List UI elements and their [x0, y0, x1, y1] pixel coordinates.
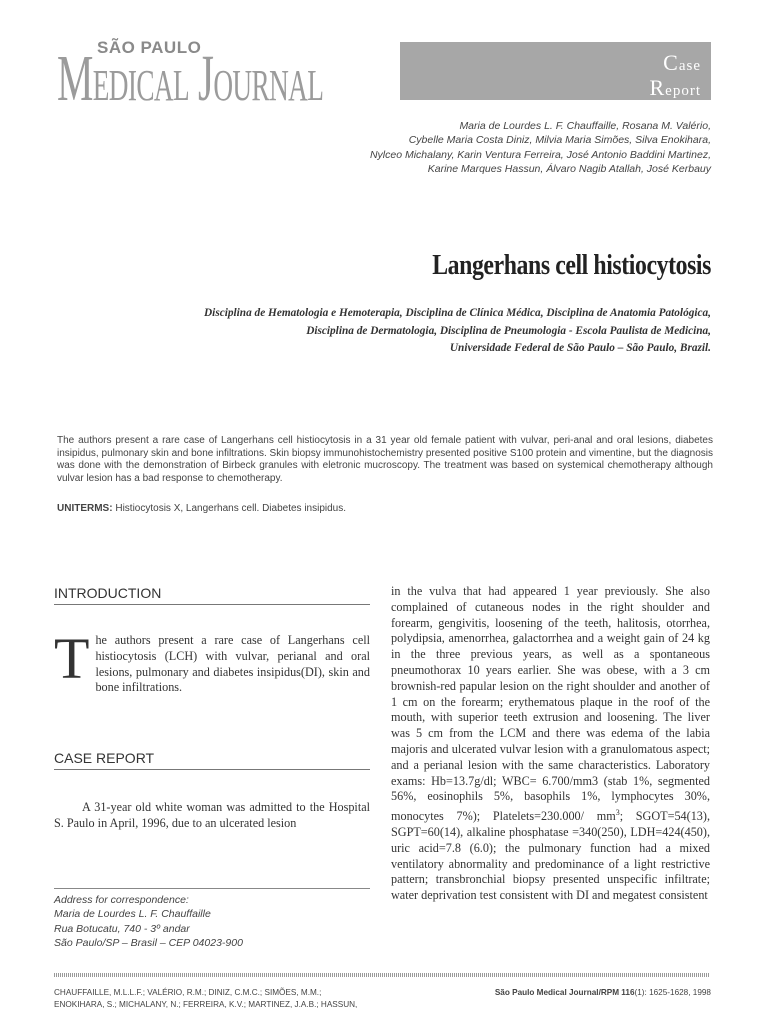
journal-title-m: M — [57, 42, 93, 115]
uniterms — [57, 503, 713, 514]
introduction-body — [54, 626, 370, 696]
author-line: Maria de Lourdes L. F. Chauffaille, Rosana M. Valério, — [459, 120, 711, 132]
footer-citation — [54, 987, 424, 1010]
journal-title-j: J — [198, 42, 214, 115]
author-line: Karine Marques Hassun, Álvaro Nagib Atallah, José Kerbauy — [427, 162, 711, 175]
introduction-text: he authors present a rare case of Langerhans cell histiocytosis (LCH) with vulvar, perianal and oral lesions, pulmonary and diabetes insipidus(DI), skin and bone infiltrations. — [95, 633, 370, 695]
case-report-continued — [391, 584, 710, 904]
affiliation-line: Disciplina de Dermatologia, Disciplina de Pneumologia - Escola Paulista de Medicina, — [306, 324, 711, 337]
author-line: Cybelle Maria Costa Diniz, Milvia Maria Simões, Silva Enokihara, — [408, 134, 711, 147]
footer-citation-line: CHAUFFAILLE, M.L.L.F.; VALÉRIO, R.M.; DINIZ, C.M.C.; SIMÕES, M.M.; — [54, 988, 322, 997]
affiliation-line: Universidade Federal de São Paulo – São Paulo, Brazil. — [449, 342, 711, 354]
abstract: The authors present a rare case of Langerhans cell histiocytosis in a 31 year old female patient with vulvar, peri-anal and oral lesions, diabetes insipidus, pulmonary skin and bone infiltrations. Skin biopsy immunohistochemistry presented positive S100 protein and vimentine, but the diagnosis was done with the demonstration of Birbeck granules with eletronic mucroscopy. The treatment was based on systemical chemotherapy although vulvar lesion has a bad response to chemotherapy. — [57, 435, 713, 484]
journal-city: SÃO PAULO — [97, 38, 202, 57]
author-line: Nylceo Michalany, Karin Ventura Ferreira, José Antonio Baddini Martinez, — [369, 148, 711, 161]
superscript: 3 — [615, 808, 620, 818]
footer-journal-pages: (1): 1625-1628, 1998 — [634, 988, 711, 997]
case-report-heading: CASE REPORT — [54, 750, 370, 770]
footer-journal-name: São Paulo Medical Journal/RPM 116 — [494, 988, 635, 997]
journal-title-edical: EDICAL — [92, 61, 190, 110]
correspondence-line: São Paulo/SP – Brasil – CEP 04023-900 — [54, 937, 243, 950]
case-text-part-b: ; SGOT=54(13), SGPT=60(14), alkaline phosphatase =340(250), LDH=424(450), uric acid=7.8 (6.0); the pulmonary function had a mixed ventilatory abnormality and predominance of a light restrictive pattern; transbronchial biopsy presented unspecific infiltrate; water deprivation test consistent with DI and megatest consistent — [391, 809, 710, 903]
case-text-part-a: in the vulva that had appeared 1 year previously. She also complained of cutaneous nodes in the right shoulder and forearm, gengivitis, loosening of the teeth, halitosis, otorrhea, polydipsia, amenorrhea, galactorrhea and a weight gain of 24 kg in the three previous years, as well as a spontaneous pneumothorax 10 years earlier. She was obese, with a 3 cm brownish-red papular lesion on the right shoulder and another of 1 cm on the forearm; erythematous plaque in the roof of the mouth, with superior teeth extrusion and loosening. The liver was 5 cm from the LCM and there was edema of the labia majoris and ulcerated vulvar lesion with a granulomatous aspect; and a perianal lesion with the same characteristics. Laboratory exams: Hb=13.7g/dl; WBC= 6.700/mm3 (stab 1%, segmented 56%, eosinophils 5%, basophils 1%, lymphocytes 30%, monocytes 7%); Platelets=230.000/ mm — [391, 584, 710, 824]
footer-journal-ref — [495, 988, 711, 997]
footer-rule — [54, 973, 710, 977]
journal-title-ournal: OURNAL — [213, 61, 324, 110]
case-report-body: A 31-year old white woman was admitted to the Hospital S. Paulo in April, 1996, due to an ulcerated lesion — [54, 800, 370, 830]
affiliation — [71, 305, 711, 358]
footer-citation-line: ENOKIHARA, S.; MICHALANY, N.; FERREIRA, K.V.; MARTINEZ, J.A.B.; HASSUN, — [54, 999, 358, 1009]
affiliation-line: Disciplina de Hematologia e Hemoterapia, Disciplina de Clínica Médica, Disciplina de Anatomia Patológica, — [204, 307, 711, 319]
correspondence-line: Rua Botucatu, 740 - 3º andar — [54, 922, 190, 935]
drop-cap: T — [54, 626, 90, 691]
section-tag — [400, 42, 711, 100]
correspondence-line: Maria de Lourdes L. F. Chauffaille — [54, 908, 211, 921]
correspondence-label: Address for correspondence: — [54, 894, 189, 906]
uniterms-text: Histiocytosis X, Langerhans cell. Diabetes insipidus. — [115, 503, 347, 514]
introduction-heading: INTRODUCTION — [54, 585, 370, 605]
section-tag-line1: Case — [663, 50, 701, 75]
section-tag-line2: Report — [649, 75, 701, 100]
article-title: Langerhans cell histiocytosis — [432, 249, 711, 281]
author-list — [291, 119, 711, 176]
uniterms-label: UNITERMS: — [57, 503, 113, 514]
correspondence-address — [54, 888, 370, 951]
